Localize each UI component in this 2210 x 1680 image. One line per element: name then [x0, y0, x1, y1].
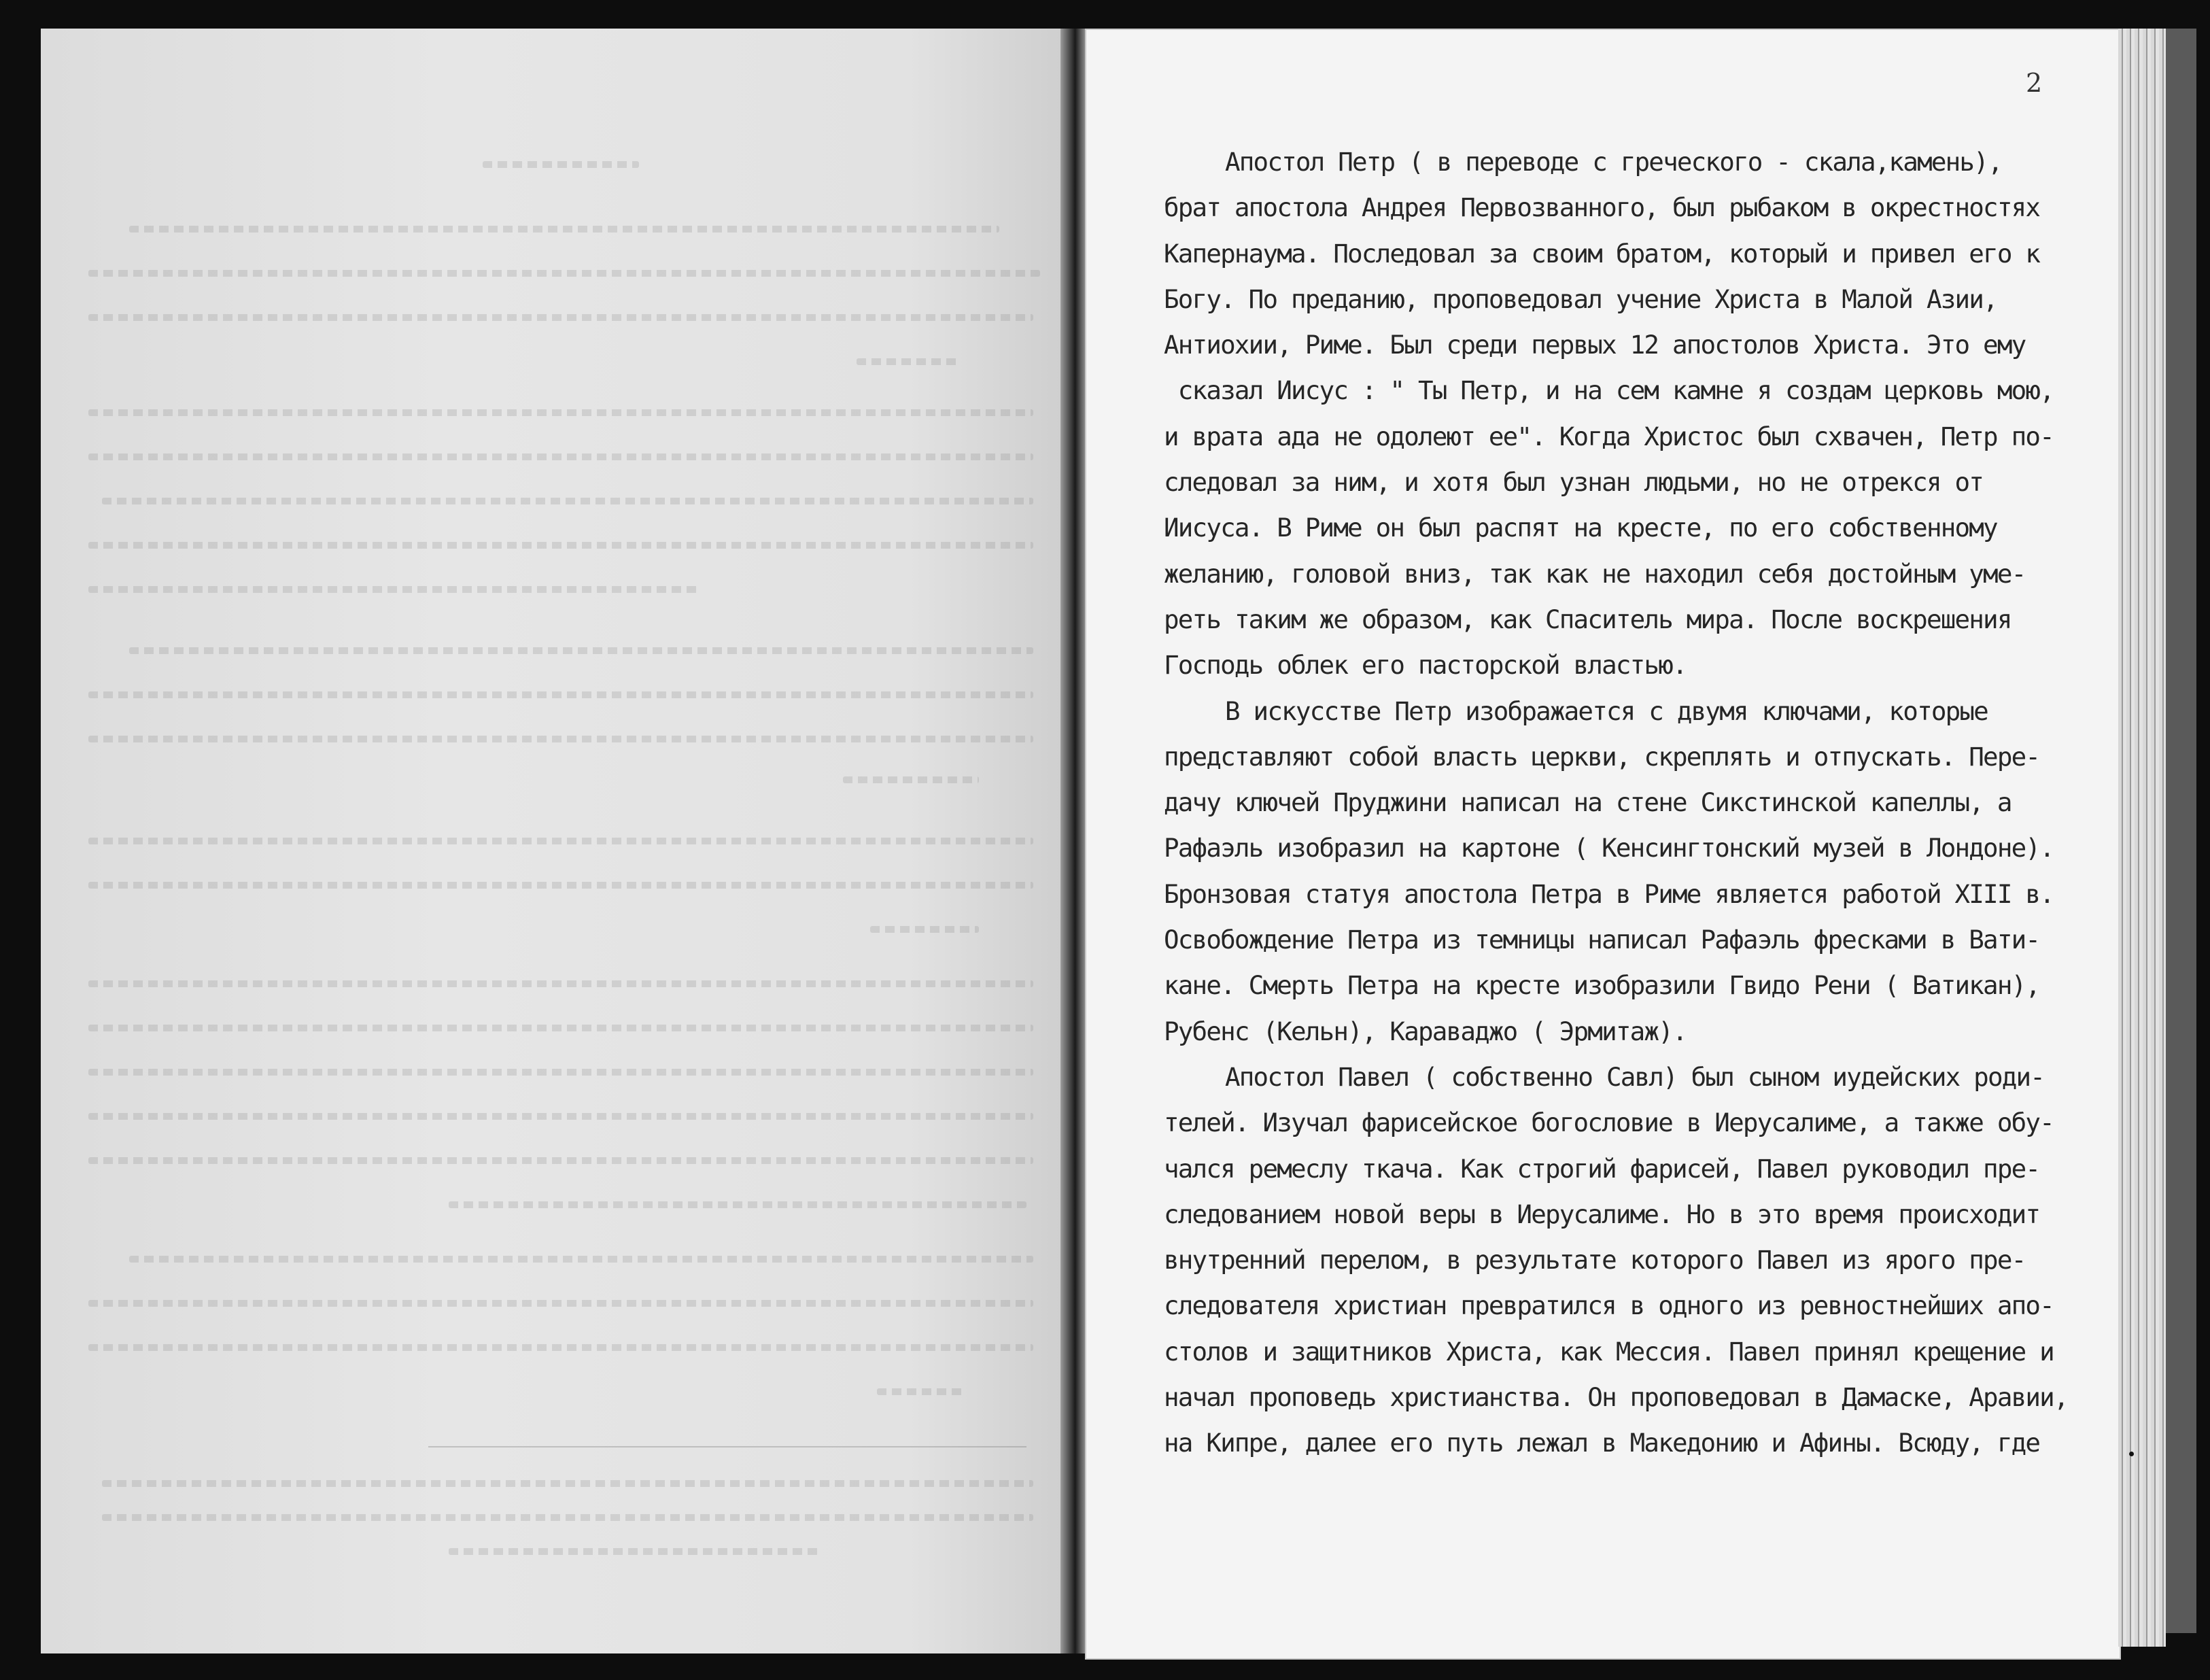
- text-line: Апостол Петр ( в переводе с греческого - скала,камень),: [1225, 147, 2002, 177]
- bleed-through-line: [88, 838, 1033, 844]
- bleed-through-line: [102, 1480, 1033, 1487]
- text-line: кане. Смерть Петра на кресте изобразили Гвидо Рени ( Ватикан),: [1164, 970, 2040, 1001]
- bleed-through-line: [88, 882, 1033, 889]
- bleed-through-line: [129, 226, 999, 233]
- text-line: на Кипре, далее его путь лежал в Македонию и Афины. Всюду, где: [1164, 1428, 2040, 1458]
- text-line: Капернаума. Последовал за своим братом, который и привел его к: [1164, 238, 2040, 269]
- bleed-through-line: [877, 1388, 965, 1395]
- book-gutter: [1060, 29, 1085, 1653]
- text-line: внутренний перелом, в результате которого Павел из ярого пре-: [1164, 1245, 2026, 1275]
- bleed-through-line: [88, 1157, 1033, 1164]
- text-line: представляют собой власть церкви, скреплять и отпускать. Пере-: [1164, 741, 2040, 772]
- paragraph-paul-bio: [1164, 1055, 2116, 1467]
- text-line: начал проповедь христианства. Он проповедовал в Дамаске, Аравии,: [1164, 1382, 2068, 1413]
- bleed-through-line: [88, 1025, 1033, 1031]
- bleed-through-line: [449, 1548, 823, 1555]
- text-line: и врата ада не одолеют ее". Когда Христос был схвачен, Петр по-: [1164, 421, 2054, 451]
- left-page-blank: [41, 29, 1063, 1653]
- text-line: Рубенс (Кельн), Караваджо ( Эрмитаж).: [1164, 1016, 1687, 1046]
- text-line: Освобождение Петра из темницы написал Рафаэль фресками в Вати-: [1164, 925, 2040, 955]
- paragraph-peter-in-art: [1164, 689, 2116, 1055]
- bleed-through-line: [88, 314, 1033, 321]
- bleed-through-line: [102, 498, 1033, 504]
- text-line: телей. Изучал фарисейское богословие в Иерусалиме, а также обу-: [1164, 1108, 2054, 1138]
- text-line: В искусстве Петр изображается с двумя ключами, которые: [1225, 696, 1988, 726]
- page-edges: [2118, 29, 2166, 1647]
- bleed-through-line: [88, 691, 1033, 698]
- bleed-through-line: [483, 161, 639, 168]
- text-line: следователя христиан превратился в одного из ревностнейших апо-: [1164, 1290, 2054, 1321]
- text-line: Иисуса. В Риме он был распят на кресте, по его собственному: [1164, 513, 1997, 543]
- bleed-through-line: [88, 1300, 1033, 1307]
- bleed-through-line: [88, 409, 1033, 416]
- text-line: следованием новой веры в Иерусалиме. Но в это время происходит: [1164, 1199, 2040, 1229]
- bleed-through-line: [88, 980, 1033, 987]
- text-line: столов и защитников Христа, как Мессия. Павел принял крещение и: [1164, 1336, 2054, 1367]
- bleed-through-line: [88, 1069, 1033, 1076]
- text-line: желанию, головой вниз, так как не находил себя достойным уме-: [1164, 558, 2026, 589]
- bleed-through-line: [88, 270, 1040, 277]
- bleed-through-line: [129, 647, 1033, 654]
- paragraph-peter-bio: [1164, 139, 2116, 689]
- page-number: 2: [2026, 68, 2043, 98]
- text-line: реть таким же образом, как Спаситель мира. После воскрешения: [1164, 604, 2012, 634]
- bleed-through-line: [88, 1113, 1033, 1120]
- bleed-through-footnote-rule: [428, 1446, 1026, 1447]
- typed-text: [1164, 139, 2116, 1467]
- bleed-through-line: [449, 1201, 1026, 1208]
- text-line: Бронзовая статуя апостола Петра в Риме является работой XIII в.: [1164, 878, 2054, 909]
- text-line: сказал Иисус : " Ты Петр, и на сем камне я создам церковь мою,: [1164, 375, 2054, 406]
- text-line: Апостол Павел ( собственно Савл) был сыном иудейских роди-: [1225, 1061, 2045, 1092]
- bleed-through-line: [88, 586, 700, 593]
- bleed-through-line: [102, 1514, 1033, 1521]
- text-line: следовал за ним, и хотя был узнан людьми, но не отрекся от: [1164, 467, 1984, 498]
- bleed-through-line: [88, 736, 1033, 742]
- cover-edge: [2166, 29, 2196, 1633]
- text-line: дачу ключей Пруджини написал на стене Сикстинской капеллы, а: [1164, 787, 2012, 818]
- text-line: брат апостола Андрея Первозванного, был рыбаком в окрестностях: [1164, 192, 2040, 223]
- bleed-through-line: [129, 1256, 1033, 1263]
- bleed-through-line: [88, 542, 1033, 549]
- text-line: Антиохии, Риме. Был среди первых 12 апостолов Христа. Это ему: [1164, 330, 2026, 360]
- bleed-through-line: [88, 1344, 1033, 1351]
- text-line: Рафаэль изобразил на картоне ( Кенсингтонский музей в Лондоне).: [1164, 833, 2054, 863]
- bleed-through-line: [857, 358, 959, 365]
- ink-dot: [2129, 1452, 2134, 1456]
- bleed-through-line: [88, 453, 1033, 460]
- bleed-through-line: [843, 776, 979, 783]
- text-line: Богу. По преданию, проповедовал учение Христа в Малой Азии,: [1164, 284, 1997, 314]
- bleed-through-line: [870, 926, 979, 933]
- text-line: чался ремеслу ткача. Как строгий фарисей, Павел руководил пре-: [1164, 1153, 2040, 1184]
- text-line: Господь облек его пасторской властью.: [1164, 650, 1687, 681]
